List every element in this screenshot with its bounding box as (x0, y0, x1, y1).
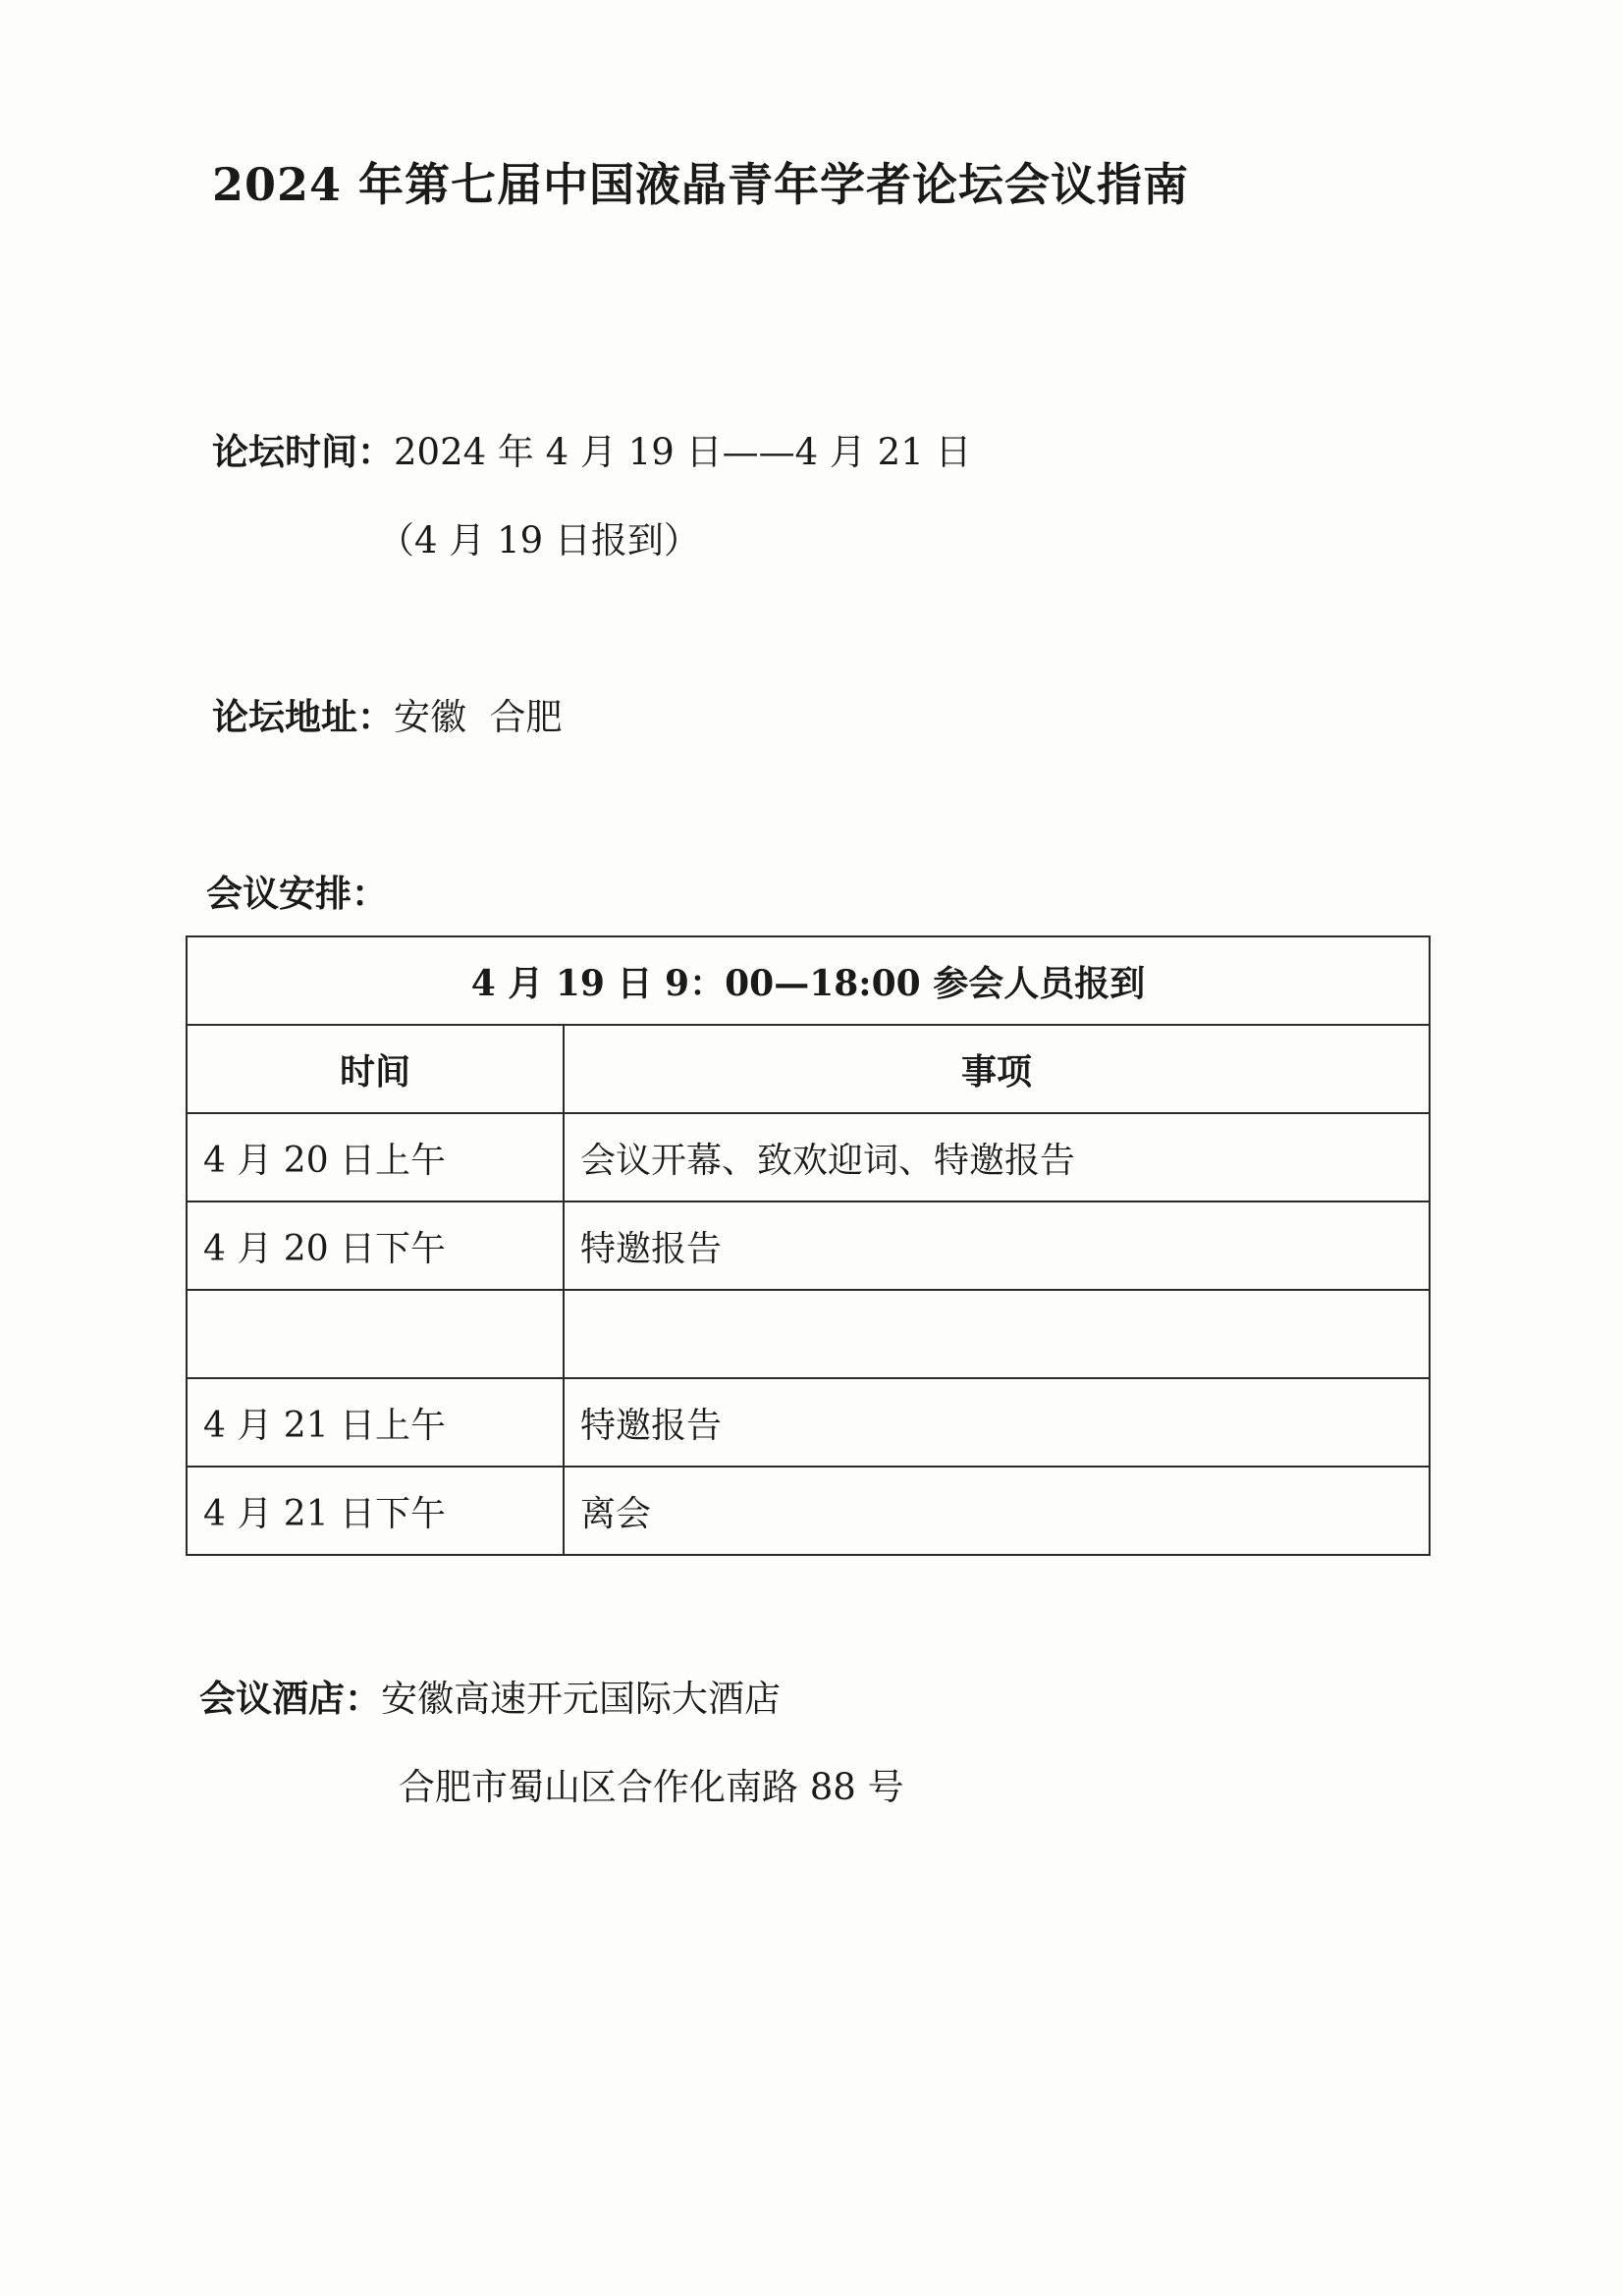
row-item: 特邀报告 (564, 1201, 1430, 1290)
schedule-banner-row (187, 936, 1430, 1025)
hotel-row (199, 1669, 781, 1722)
header-time: 时间 (187, 1025, 564, 1113)
table-row (187, 1378, 1430, 1467)
forum-time-note: （4 月 19 日报到） (378, 519, 700, 561)
row-time: 4 月 20 日下午 (187, 1201, 564, 1290)
schedule-label: 会议安排： (206, 872, 388, 915)
row-item: 离会 (564, 1467, 1430, 1555)
row-item: 特邀报告 (564, 1378, 1430, 1467)
hotel-label: 会议酒店： (199, 1677, 381, 1720)
schedule-banner: 4 月 19 日 9：00—18:00 参会人员报到 (187, 936, 1430, 1025)
table-row (187, 1290, 1430, 1378)
row-time: 4 月 20 日上午 (187, 1113, 564, 1201)
header-item: 事项 (564, 1025, 1430, 1113)
row-time: 4 月 21 日上午 (187, 1378, 564, 1467)
row-time: 4 月 21 日下午 (187, 1467, 564, 1555)
hotel-name: 安徽高速开元国际大酒店 (381, 1678, 781, 1720)
forum-address-row (212, 687, 563, 740)
schedule-header-row (187, 1025, 1430, 1113)
schedule-table (186, 935, 1431, 1556)
row-time (187, 1290, 564, 1378)
table-row (187, 1201, 1430, 1290)
document-title: 2024 年第七届中国液晶青年学者论坛会议指南 (212, 158, 1190, 211)
row-item (564, 1290, 1430, 1378)
table-row (187, 1113, 1430, 1201)
forum-time-label: 论坛时间： (212, 430, 394, 473)
row-item: 会议开幕、致欢迎词、特邀报告 (564, 1113, 1430, 1201)
forum-time-value: 2024 年 4 月 19 日——4 月 21 日 (394, 431, 972, 473)
forum-time-row (212, 422, 972, 475)
hotel-address: 合肥市蜀山区合作化南路 88 号 (399, 1766, 904, 1808)
forum-address-value: 安徽 合肥 (394, 696, 563, 738)
table-row (187, 1467, 1430, 1555)
forum-address-label: 论坛地址： (212, 695, 394, 738)
